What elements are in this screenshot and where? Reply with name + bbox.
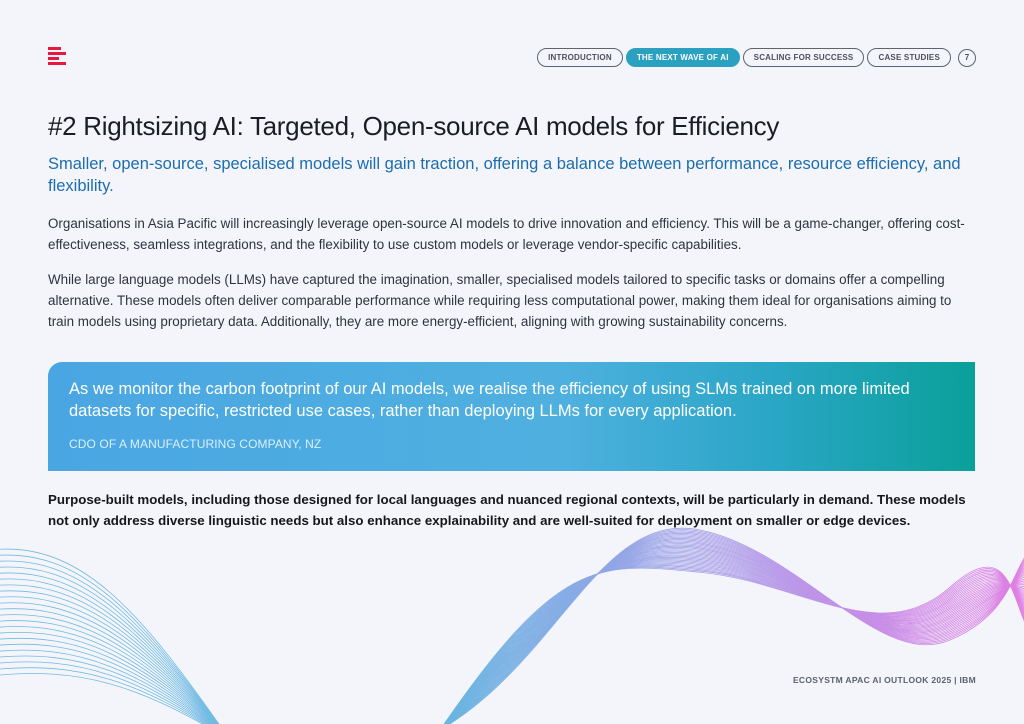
quote-attribution: CDO OF A MANUFACTURING COMPANY, NZ [69, 437, 322, 451]
body-paragraph-2: While large language models (LLMs) have captured the imagination, smaller, specialised models tailored to specific tasks or domains offer a compelling alternative. These models often deliver comparable performance while requiring less computational power, making them ideal for organisations aiming to train models using proprietary data. Additionally, they are more energy-efficient, aligning with growing sustainability concerns. [48, 272, 952, 329]
page-subtitle: Smaller, open-source, specialised models will gain traction, offering a balance between performance, resource efficiency, and flexibility. [48, 155, 961, 195]
wave-line [0, 626, 230, 724]
body-paragraph-1: Organisations in Asia Pacific will increasingly leverage open-source AI models to drive innovation and efficiency. This will be a game-changer, offering cost-effectiveness, seamless integrations, and the flexibility to use custom models or leverage vendor-specific capabilities. [48, 216, 965, 252]
quote-callout [48, 362, 975, 471]
footer-label: ECOSYSTM APAC AI OUTLOOK 2025 | IBM [792, 675, 976, 685]
page-number: 7 [958, 49, 976, 67]
wave-right-group [440, 528, 1024, 724]
wave-left-group [0, 549, 230, 724]
nav-tab-case-studies[interactable]: CASE STUDIES [867, 48, 951, 67]
decorative-wave-lines [0, 520, 1024, 724]
body-paragraph-bold: Purpose-built models, including those designed for local languages and nuanced regional contexts, will be particularly in demand. These models not only address diverse linguistic needs but also enhance explainability and are well-suited for deployment on smaller or edge devices. [48, 492, 966, 528]
wave-line [0, 656, 230, 724]
page-title: #2 Rightsizing AI: Targeted, Open-source AI models for Efficiency [48, 111, 780, 141]
nav-tab-introduction[interactable]: INTRODUCTION [537, 48, 623, 67]
wave-line [0, 603, 230, 724]
quote-text: As we monitor the carbon footprint of our AI models, we realise the efficiency of using SLMs trained on more limited datasets for specific, restricted use cases, rather than deploying LLMs for every application. [69, 380, 910, 420]
section-navigation [537, 48, 976, 67]
nav-tab-next-wave-of-ai[interactable]: THE NEXT WAVE OF AI [626, 48, 740, 67]
wave-line [0, 632, 230, 724]
ecosystm-logo-icon [48, 47, 66, 67]
nav-tab-scaling-for-success[interactable]: SCALING FOR SUCCESS [743, 48, 865, 67]
